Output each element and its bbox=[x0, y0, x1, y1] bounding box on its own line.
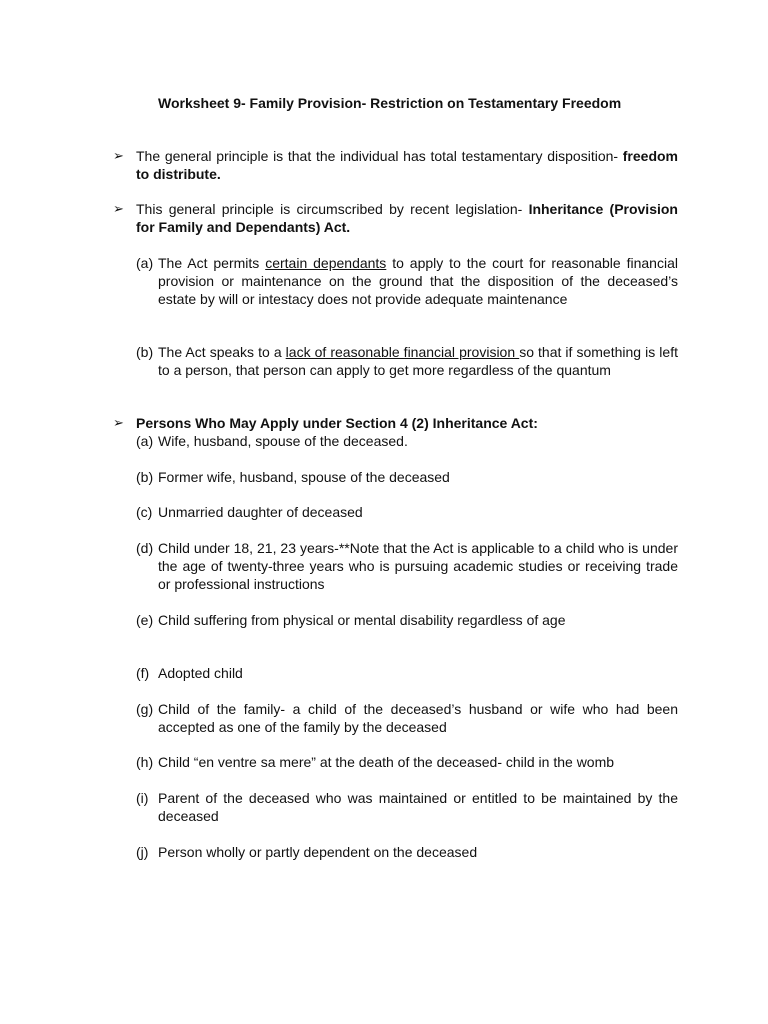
bullet-text: This general principle is circumscribed by recent legislation- bbox=[136, 201, 529, 217]
item-text: Unmarried daughter of deceased bbox=[158, 504, 363, 520]
item-text: Parent of the deceased who was maintained or entitled to be maintained by the deceased bbox=[158, 790, 678, 824]
item-label: (b) bbox=[136, 344, 154, 360]
bullet-circumscribed bbox=[113, 200, 678, 236]
item-label: (c) bbox=[136, 504, 153, 520]
item-underlined-text: certain dependants bbox=[265, 255, 387, 271]
item-text: Child of the family- a child of the deceased’s husband or wife who had been accepted as one of the family by the deceased bbox=[158, 701, 678, 735]
item-label: (j) bbox=[136, 844, 149, 860]
item-text: The Act permits bbox=[158, 255, 266, 271]
bullet-bold-text: Persons Who May Apply under Section 4 (2) Inheritance Act: bbox=[136, 415, 538, 431]
item-label: (a) bbox=[136, 255, 154, 271]
list-item bbox=[136, 789, 678, 825]
item-text: Wife, husband, spouse of the deceased. bbox=[158, 433, 408, 449]
bullet-bold-text: freedom to distribute. bbox=[136, 148, 678, 182]
act-point-b bbox=[136, 343, 678, 379]
act-point-a bbox=[136, 254, 678, 308]
item-text: so that if something is left to a person, that person can apply to get more regardless of the quantum bbox=[158, 344, 678, 378]
item-label: (g) bbox=[136, 701, 154, 717]
item-text: Child under 18, 21, 23 years-**Note that the Act is applicable to a child who is under the age of twenty-three years who is pursuing academic studies or receiving trade or professional instructions bbox=[158, 540, 678, 592]
item-label: (f) bbox=[136, 665, 150, 681]
item-label: (h) bbox=[136, 754, 154, 770]
list-item bbox=[136, 432, 678, 450]
item-text: Former wife, husband, spouse of the deceased bbox=[158, 469, 450, 485]
arrow-bullet-icon: ➢ bbox=[113, 415, 124, 430]
bullet-text: The general principle is that the individual has total testamentary disposition- bbox=[136, 148, 619, 164]
item-label: (a) bbox=[136, 433, 154, 449]
item-text: The Act speaks to a bbox=[158, 344, 286, 360]
bullet-general-principle bbox=[113, 147, 678, 183]
item-text: to apply to the court for reasonable financial provision or maintenance on the ground that the disposition of the deceased’s estate by will or intestacy does not provide adequate maintenance bbox=[158, 255, 678, 307]
item-label: (e) bbox=[136, 612, 154, 628]
item-text: Child suffering from physical or mental disability regardless of age bbox=[158, 612, 566, 628]
list-item bbox=[136, 468, 678, 486]
list-item bbox=[136, 611, 568, 629]
list-item bbox=[136, 664, 678, 682]
item-label: (b) bbox=[136, 469, 154, 485]
list-item bbox=[136, 753, 678, 771]
bullet-persons-who-may-apply bbox=[113, 414, 678, 432]
item-text: Person wholly or partly dependent on the deceased bbox=[158, 844, 478, 860]
item-label: (i) bbox=[136, 790, 149, 806]
item-label: (d) bbox=[136, 540, 154, 556]
item-text: Adopted child bbox=[158, 665, 243, 681]
list-item bbox=[136, 539, 678, 593]
item-underlined-text: lack of reasonable financial provision bbox=[285, 344, 520, 360]
item-text: Child “en ventre sa mere” at the death of the deceased- child in the womb bbox=[158, 754, 615, 770]
worksheet-title: Worksheet 9- Family Provision- Restriction on Testamentary Freedom bbox=[158, 95, 622, 111]
arrow-bullet-icon: ➢ bbox=[113, 148, 124, 163]
arrow-bullet-icon: ➢ bbox=[113, 201, 124, 216]
list-item bbox=[136, 700, 678, 736]
list-item bbox=[136, 503, 678, 521]
bullet-bold-text: Inheritance (Provision for Family and Dependants) Act. bbox=[136, 201, 678, 235]
list-item bbox=[136, 843, 678, 861]
